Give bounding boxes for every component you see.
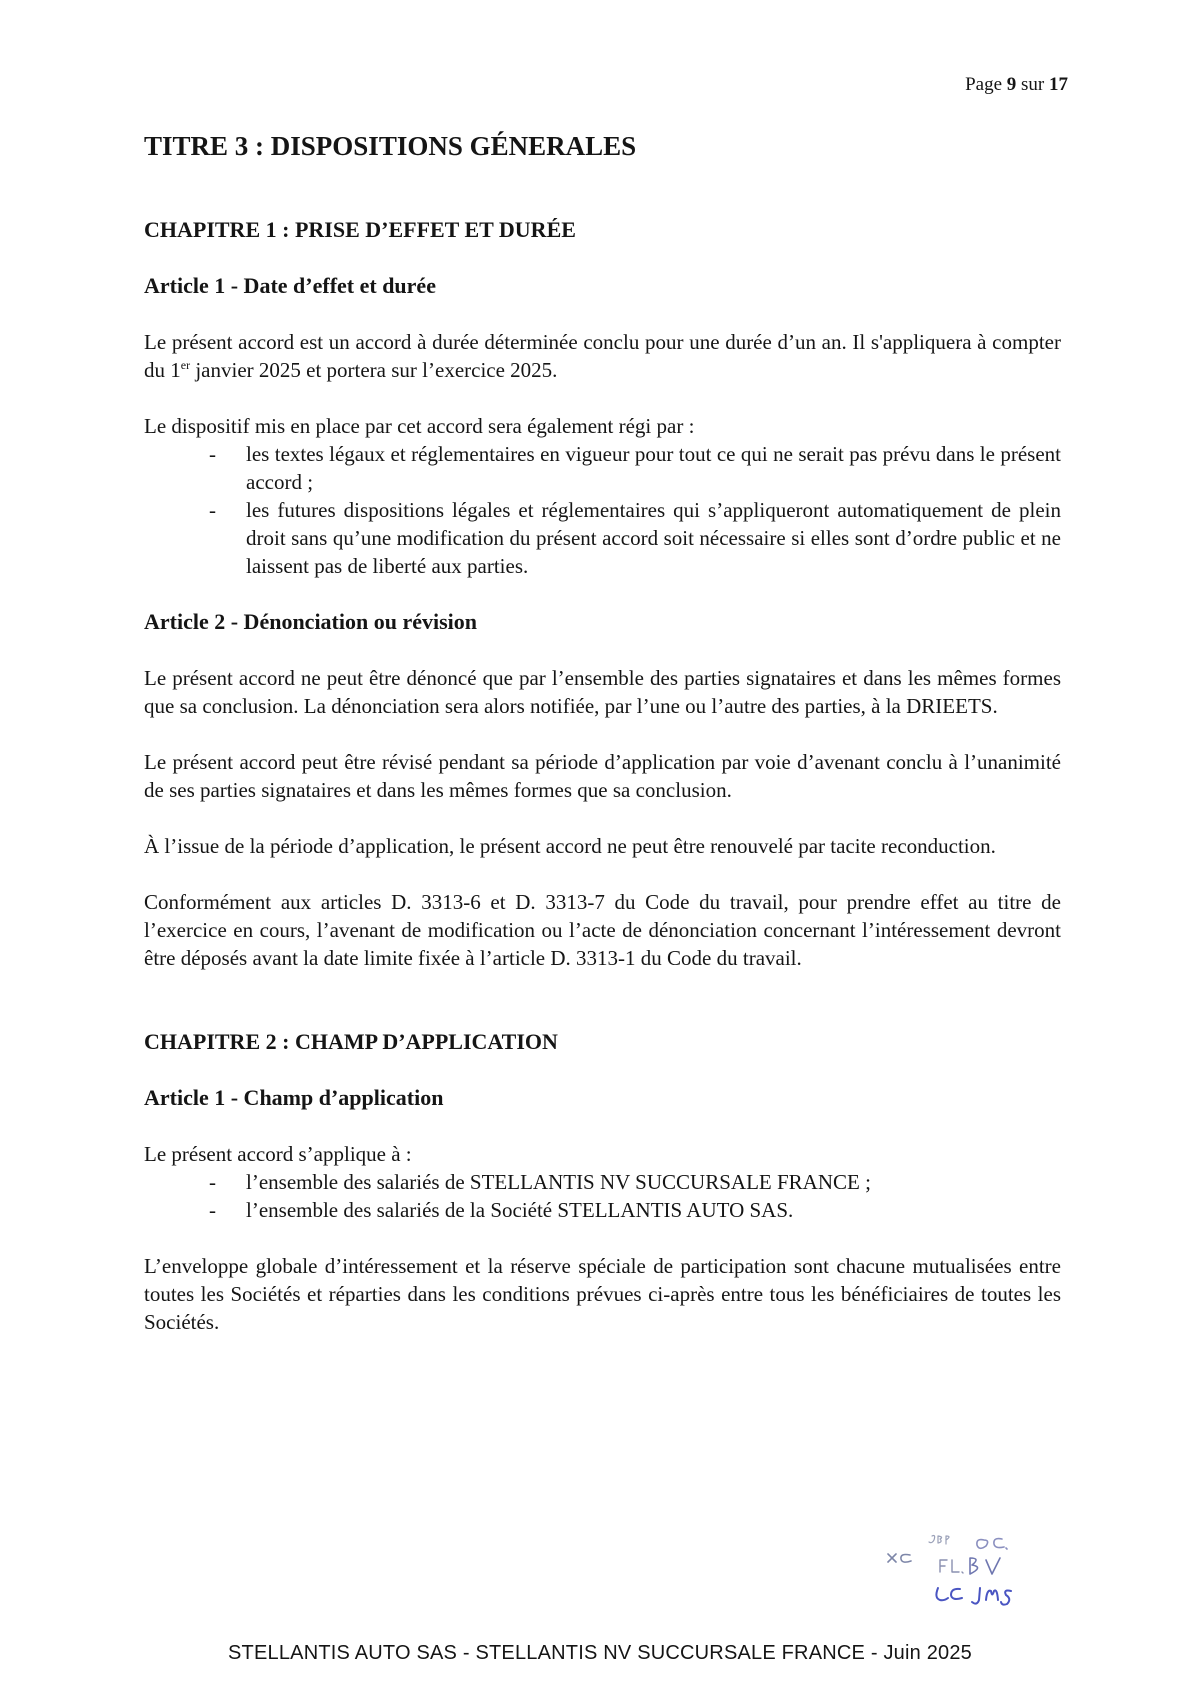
article2-paragraph: Le présent accord ne peut être dénoncé que par l’ensemble des parties signataires et dans les mêmes formes que sa conclusion. La dénonciation sera alors notifiée, par l’une ou l’autre des parties, à la DRIEETS. bbox=[144, 666, 1061, 718]
chapter2-heading: CHAPITRE 2 : CHAMP D’APPLICATION bbox=[144, 1029, 558, 1054]
article2-paragraph: À l’issue de la période d’application, le présent accord ne peut être renouvelé par tacite reconduction. bbox=[144, 834, 996, 858]
document-body bbox=[144, 128, 1061, 1364]
initials-jbp bbox=[929, 1536, 949, 1545]
article2-paragraph: Conformément aux articles D. 3313-6 et D. 3313-7 du Code du travail, pour prendre effet au titre de l’exercice en cours, l’avenant de modification ou l’acte de dénonciation concernant l’intéressement devront être déposés avant la date limite fixée à l’article D. 3313-1 du Code du travail. bbox=[144, 890, 1061, 970]
chapter2-paragraph-intro: Le présent accord s’applique à : bbox=[144, 1142, 412, 1166]
article1-paragraph-effect bbox=[144, 328, 1061, 384]
dash-bullet: - bbox=[209, 1170, 216, 1194]
list-item bbox=[144, 440, 1061, 496]
dash-bullet: - bbox=[209, 498, 216, 522]
initials-xc-c bbox=[901, 1555, 911, 1563]
page-number bbox=[965, 74, 1068, 96]
list-item bbox=[144, 1168, 1061, 1196]
chapter2-paragraph-closing: L’enveloppe globale d’intéressement et la réserve spéciale de participation sont chacune mutualisées entre toutes les Sociétés et réparties dans les conditions prévues ci-après entre tous les bénéficiaires de toutes les Sociétés. bbox=[144, 1254, 1061, 1334]
chapter-spacer bbox=[144, 1000, 1061, 1028]
page-prefix: Page bbox=[965, 74, 1003, 95]
list-item-text: les textes légaux et réglementaires en vigueur pour tout ce qui ne serait pas prévu dans le présent accord ; bbox=[246, 442, 1061, 494]
list-item bbox=[144, 1196, 1061, 1224]
initials-jms bbox=[972, 1588, 1011, 1605]
initials-xc bbox=[888, 1554, 896, 1562]
list-item-text: l’ensemble des salariés de STELLANTIS NV SUCCURSALE FRANCE ; bbox=[246, 1170, 871, 1194]
list-item-text: l’ensemble des salariés de la Société STELLANTIS AUTO SAS. bbox=[246, 1198, 794, 1222]
list-item bbox=[144, 496, 1061, 580]
page-current: 9 bbox=[1006, 74, 1017, 95]
ordinal-superscript: er bbox=[180, 358, 191, 372]
initials-oc bbox=[977, 1539, 1007, 1549]
article1-paragraph-intro: Le dispositif mis en place par cet accord sera également régi par : bbox=[144, 414, 695, 438]
dash-bullet: - bbox=[209, 442, 216, 466]
chapter1-heading: CHAPITRE 1 : PRISE D’EFFET ET DURÉE bbox=[144, 217, 576, 242]
chapter1-article1-heading: Article 1 - Date d’effet et durée bbox=[144, 273, 436, 298]
article2-paragraph: Le présent accord peut être révisé pendant sa période d’application par voie d’avenant conclu à l’unanimité de ses parties signataires et dans les mêmes formes que sa conclusion. bbox=[144, 750, 1061, 802]
page-total: 17 bbox=[1049, 74, 1068, 95]
initials-fl bbox=[940, 1560, 963, 1573]
dash-bullet: - bbox=[209, 1198, 216, 1222]
footer: STELLANTIS AUTO SAS - STELLANTIS NV SUCCURSALE FRANCE - Juin 2025 bbox=[228, 1642, 972, 1664]
article1-p1-text: Le présent accord est un accord à durée déterminée conclu pour une durée d’un an. Il s'appliquera à compter du 1 bbox=[144, 330, 1061, 382]
chapter2-article1-heading: Article 1 - Champ d’application bbox=[144, 1085, 444, 1110]
initials-lc bbox=[936, 1588, 962, 1600]
chapter2-bullet-list bbox=[144, 1168, 1061, 1224]
article1-bullet-list bbox=[144, 440, 1061, 580]
list-item-text: les futures dispositions légales et réglementaires qui s’appliqueront automatiquement de plein droit sans qu’une modification du présent accord soit nécessaire si elles sont d’ordre public et ne laissent pas de liberté aux parties. bbox=[246, 498, 1061, 578]
article1-p1-text-end: janvier 2025 et portera sur l’exercice 2025. bbox=[190, 358, 558, 382]
title-heading: TITRE 3 : DISPOSITIONS GÉNERALES bbox=[144, 131, 637, 161]
page-sep: sur bbox=[1021, 74, 1045, 95]
initials-bv bbox=[970, 1558, 1000, 1574]
chapter1-article2-heading: Article 2 - Dénonciation ou révision bbox=[144, 609, 478, 634]
handwritten-initials bbox=[880, 1528, 1060, 1618]
